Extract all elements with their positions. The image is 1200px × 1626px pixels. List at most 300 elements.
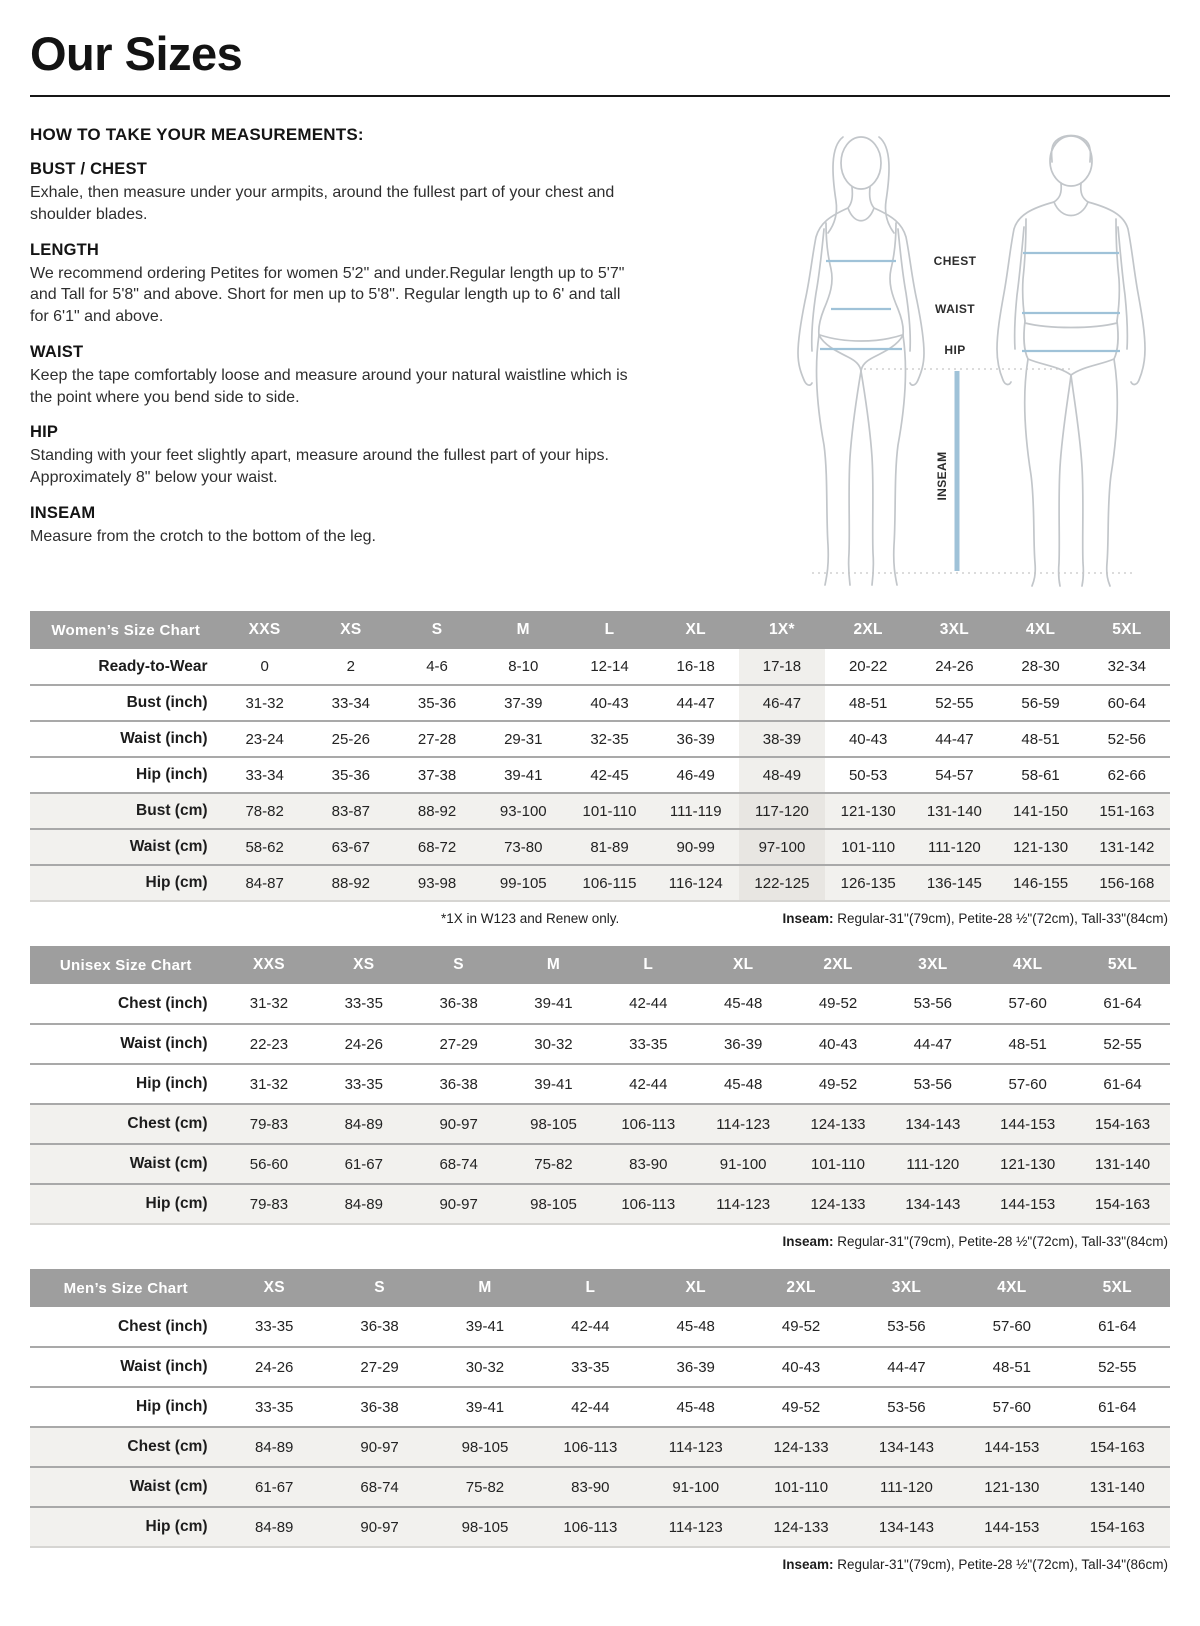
- row-label: Waist (cm): [129, 1155, 208, 1172]
- size-cell: 68-74: [439, 1155, 478, 1173]
- size-chart-section-1: [30, 946, 1170, 1249]
- size-cell: 53-56: [887, 1318, 926, 1335]
- size-col-header: XS: [316, 946, 411, 984]
- size-chart-header-row: [30, 611, 1170, 649]
- size-cell: 106-113: [621, 1115, 676, 1133]
- size-charts: [30, 611, 1170, 1572]
- size-col-header: 4XL: [997, 611, 1083, 649]
- size-cell: 98-105: [461, 1518, 509, 1536]
- size-cell: 40-43: [590, 694, 629, 712]
- size-cell: 52-56: [1107, 730, 1147, 748]
- size-cell: 12-14: [590, 658, 629, 675]
- size-cell: 30-32: [465, 1358, 505, 1376]
- size-cell: 57-60: [1008, 995, 1047, 1012]
- size-cell: 99-105: [499, 874, 547, 892]
- size-cell: 88-92: [331, 874, 371, 892]
- figure-illustration: [764, 123, 1170, 595]
- size-cell: 111-119: [669, 802, 722, 820]
- size-cell: 124-133: [810, 1195, 866, 1213]
- row-label: Chest (cm): [127, 1115, 208, 1132]
- size-col-header: 2XL: [748, 1269, 853, 1307]
- size-cell: 101-110: [774, 1478, 829, 1496]
- size-cell: 57-60: [992, 1318, 1032, 1335]
- size-col-header: 4XL: [980, 946, 1075, 984]
- size-cell: 122-125: [739, 865, 825, 901]
- table-row: [30, 1467, 1170, 1507]
- size-cell: 134-143: [878, 1438, 934, 1456]
- footnote-inseam-text: Regular-31"(79cm), Petite-28 ½"(72cm), Tall-33"(84cm): [833, 911, 1168, 926]
- size-cell: 146-155: [1013, 874, 1069, 892]
- table-footnote: [32, 1234, 1168, 1249]
- size-cell: 16-18: [676, 658, 715, 675]
- size-cell: 84-89: [255, 1438, 294, 1456]
- size-cell: 84-87: [245, 874, 284, 892]
- size-cell: 49-52: [818, 1075, 858, 1093]
- size-cell: 88-92: [417, 802, 457, 820]
- size-cell: 114-123: [668, 1518, 723, 1536]
- page-title: Our Sizes: [30, 27, 243, 80]
- size-cell: 98-105: [530, 1115, 577, 1133]
- footnote-inseam: [782, 1557, 1168, 1572]
- guide-section-body: Standing with your feet slightly apart, measure around the fullest part of your hips. Approximately 8" below your waist.: [30, 447, 609, 486]
- size-col-header: XXS: [222, 611, 308, 649]
- size-cell: 46-47: [739, 685, 825, 721]
- size-cell: 28-30: [1021, 658, 1060, 675]
- size-cell: 111-120: [927, 838, 981, 856]
- body-measurement-figure: [764, 123, 1170, 595]
- row-label: Waist (inch): [120, 1358, 208, 1375]
- size-cell: 134-143: [878, 1518, 934, 1536]
- size-cell: 33-35: [571, 1358, 610, 1376]
- size-cell: 68-74: [360, 1478, 399, 1496]
- size-col-header: S: [327, 1269, 432, 1307]
- size-cell: 62-66: [1107, 766, 1147, 784]
- size-col-header: M: [480, 611, 566, 649]
- size-col-header: L: [538, 1269, 643, 1307]
- size-cell: 33-34: [331, 694, 371, 712]
- size-cell: 39-41: [465, 1318, 505, 1335]
- footnote-inseam-label: Inseam:: [782, 1234, 834, 1249]
- row-label: Bust (inch): [126, 694, 208, 711]
- size-cell: 48-51: [848, 694, 888, 712]
- size-cell: 84-89: [344, 1115, 383, 1133]
- footnote-inseam-label: Inseam:: [782, 1557, 834, 1572]
- size-cell: 2: [346, 658, 356, 675]
- size-cell: 144-153: [1000, 1115, 1056, 1133]
- table-row: [30, 984, 1170, 1024]
- row-label: Hip (cm): [145, 1518, 208, 1535]
- size-cell: 58-61: [1021, 766, 1060, 784]
- size-cell: 106-115: [582, 874, 637, 892]
- size-cell: 42-45: [590, 766, 629, 784]
- size-cell: 75-82: [465, 1478, 505, 1496]
- size-cell: 131-140: [1095, 1155, 1151, 1173]
- guide-section-waist: [30, 343, 764, 409]
- size-cell: 61-64: [1098, 1318, 1137, 1335]
- size-cell: 79-83: [249, 1195, 289, 1213]
- size-cell: 36-39: [676, 1358, 715, 1376]
- size-col-header: M: [432, 1269, 537, 1307]
- size-cell: 98-105: [530, 1195, 577, 1213]
- size-cell: 45-48: [676, 1318, 715, 1335]
- size-cell: 52-55: [1098, 1358, 1137, 1376]
- size-cell: 33-34: [245, 766, 284, 784]
- size-cell: 114-123: [716, 1195, 771, 1213]
- footnote-inseam-label: Inseam:: [782, 911, 834, 926]
- size-chart-title: Women’s Size Chart: [30, 611, 222, 649]
- footnote-inseam-text: Regular-31"(79cm), Petite-28 ½"(72cm), Tall-33"(84cm): [833, 1234, 1168, 1249]
- size-cell: 36-38: [439, 1075, 478, 1093]
- size-cell: 44-47: [887, 1358, 926, 1376]
- size-cell: 53-56: [913, 1075, 953, 1093]
- table-row: [30, 1387, 1170, 1427]
- size-cell: 98-105: [461, 1438, 509, 1456]
- size-cell: 56-59: [1021, 694, 1060, 712]
- size-cell: 79-83: [249, 1115, 289, 1133]
- size-cell: 93-98: [417, 874, 457, 892]
- table-row: [30, 793, 1170, 829]
- size-cell: 23-24: [245, 730, 284, 748]
- size-cell: 144-153: [1000, 1195, 1056, 1213]
- size-cell: 106-113: [563, 1518, 618, 1536]
- measurement-instructions: [30, 123, 764, 548]
- size-cell: 101-110: [582, 802, 637, 820]
- row-label: Chest (inch): [117, 1317, 208, 1335]
- hip-label: HIP: [944, 343, 966, 357]
- guide-section-bust-chest: [30, 160, 764, 226]
- guide-section-inseam: [30, 504, 764, 548]
- size-cell: 116-124: [668, 874, 723, 892]
- size-cell: 156-168: [1099, 874, 1155, 892]
- size-cell: 57-60: [1008, 1075, 1047, 1093]
- size-col-header: XXS: [222, 946, 317, 984]
- size-cell: 33-35: [255, 1398, 294, 1416]
- size-cell: 31-32: [245, 694, 284, 712]
- table-row: [30, 1427, 1170, 1467]
- row-label: Hip (inch): [136, 766, 208, 783]
- size-cell: 8-10: [508, 658, 539, 675]
- size-chart-header-row: [30, 946, 1170, 984]
- size-chart-section-2: [30, 1269, 1170, 1572]
- guide-section-body: Exhale, then measure under your armpits, around the fullest part of your chest and shoulder blades.: [30, 184, 615, 223]
- size-col-header: XL: [643, 1269, 748, 1307]
- footnote-inseam-text: Regular-31"(79cm), Petite-28 ½"(72cm), Tall-34"(86cm): [833, 1557, 1168, 1572]
- size-cell: 124-133: [773, 1518, 829, 1536]
- size-col-header: L: [566, 611, 652, 649]
- size-cell: 73-80: [504, 838, 543, 856]
- size-cell: 154-163: [1095, 1115, 1151, 1133]
- size-col-header: XS: [222, 1269, 327, 1307]
- size-cell: 42-44: [571, 1318, 610, 1335]
- size-cell: 31-32: [249, 995, 289, 1012]
- size-cell: 40-43: [848, 730, 888, 748]
- table-row: [30, 865, 1170, 901]
- size-cell: 48-51: [992, 1358, 1032, 1376]
- size-cell: 78-82: [245, 802, 284, 820]
- size-cell: 24-26: [344, 1035, 383, 1053]
- size-cell: 56-60: [249, 1155, 289, 1173]
- size-cell: 37-38: [417, 766, 457, 784]
- size-cell: 38-39: [739, 721, 825, 757]
- size-cell: 101-110: [841, 838, 896, 856]
- guide-section-body: Keep the tape comfortably loose and measure around your natural waistline which is the point where you bend side to side.: [30, 366, 628, 406]
- size-chart-header-row: [30, 1269, 1170, 1307]
- measurement-guide-area: [30, 123, 1170, 595]
- size-cell: 48-51: [1021, 730, 1060, 748]
- size-cell: 106-113: [563, 1438, 618, 1456]
- size-cell: 0: [260, 658, 269, 675]
- footnote-inseam: [782, 1234, 1168, 1249]
- size-cell: 84-89: [344, 1195, 383, 1213]
- size-cell: 40-43: [781, 1358, 821, 1376]
- table-row: [30, 757, 1170, 793]
- guide-section-heading: INSEAM: [30, 503, 96, 522]
- row-label: Chest (cm): [127, 1438, 208, 1455]
- guide-section-body: Measure from the crotch to the bottom of the leg.: [30, 527, 376, 545]
- row-label: Hip (inch): [136, 1075, 208, 1092]
- table-footnote: [32, 1557, 1168, 1572]
- guide-section-heading: HIP: [30, 423, 59, 442]
- size-cell: 121-130: [1000, 1155, 1056, 1173]
- size-cell: 151-163: [1099, 802, 1155, 820]
- size-chart-table: [30, 946, 1170, 1225]
- size-cell: 154-163: [1095, 1195, 1151, 1213]
- size-cell: 117-120: [739, 793, 825, 829]
- size-col-header: 5XL: [1065, 1269, 1170, 1307]
- table-row: [30, 829, 1170, 865]
- size-cell: 44-47: [935, 730, 974, 748]
- size-cell: 53-56: [913, 995, 953, 1012]
- waist-label: WAIST: [935, 302, 975, 316]
- size-cell: 106-113: [621, 1195, 676, 1213]
- row-label: Bust (cm): [136, 802, 208, 819]
- size-col-header: XL: [696, 946, 791, 984]
- size-cell: 49-52: [818, 995, 858, 1012]
- size-cell: 101-110: [811, 1155, 865, 1173]
- footnote-note: *1X in W123 and Renew only.: [440, 911, 620, 926]
- size-cell: 52-55: [1103, 1035, 1142, 1053]
- size-cell: 91-100: [719, 1155, 767, 1173]
- size-cell: 36-39: [676, 730, 715, 748]
- size-cell: 136-145: [926, 874, 982, 892]
- table-row: [30, 1184, 1170, 1224]
- size-cell: 39-41: [465, 1398, 505, 1416]
- row-label: Waist (cm): [129, 838, 208, 855]
- size-cell: 134-143: [905, 1115, 961, 1133]
- guide-section-heading: WAIST: [30, 342, 84, 361]
- size-cell: 83-90: [571, 1478, 610, 1496]
- row-label: Waist (inch): [120, 730, 208, 747]
- guide-section-heading: BUST / CHEST: [30, 160, 147, 178]
- size-cell: 81-89: [590, 838, 629, 856]
- size-cell: 27-29: [360, 1358, 399, 1376]
- size-cell: 61-64: [1103, 995, 1142, 1012]
- size-cell: 40-43: [818, 1035, 858, 1053]
- size-cell: 48-51: [1008, 1035, 1047, 1053]
- row-label: Hip (cm): [145, 874, 208, 891]
- size-col-header: 2XL: [791, 946, 886, 984]
- size-cell: 22-23: [249, 1035, 289, 1053]
- size-cell: 32-35: [590, 730, 629, 748]
- size-cell: 83-87: [331, 802, 371, 820]
- size-col-header: L: [601, 946, 696, 984]
- size-cell: 114-123: [668, 1438, 723, 1456]
- size-cell: 124-133: [810, 1115, 866, 1133]
- size-cell: 84-89: [255, 1518, 294, 1536]
- table-row: [30, 1104, 1170, 1144]
- size-cell: 131-140: [926, 802, 982, 820]
- size-cell: 48-49: [739, 757, 825, 793]
- size-cell: 36-39: [723, 1035, 763, 1053]
- size-cell: 33-35: [344, 1075, 383, 1093]
- table-row: [30, 721, 1170, 757]
- size-cell: 58-62: [245, 838, 284, 856]
- size-cell: 141-150: [1013, 802, 1069, 820]
- size-cell: 90-97: [360, 1438, 399, 1456]
- size-cell: 121-130: [1013, 838, 1069, 856]
- size-guide-page: [0, 26, 1200, 1572]
- size-cell: 50-53: [848, 766, 888, 784]
- size-cell: 121-130: [984, 1478, 1040, 1496]
- size-cell: 39-41: [534, 995, 573, 1012]
- guide-section-heading: LENGTH: [30, 240, 100, 259]
- size-col-header: S: [394, 611, 480, 649]
- size-cell: 33-35: [629, 1035, 668, 1053]
- size-cell: 111-120: [880, 1478, 933, 1496]
- footnote-inseam: [782, 911, 1168, 926]
- table-row: [30, 1507, 1170, 1547]
- size-cell: 32-34: [1107, 658, 1147, 675]
- size-cell: 31-32: [249, 1075, 289, 1093]
- size-cell: 61-67: [344, 1155, 383, 1173]
- size-cell: 30-32: [534, 1035, 573, 1053]
- row-label: Hip (inch): [136, 1398, 208, 1415]
- size-cell: 27-29: [439, 1035, 478, 1053]
- size-cell: 97-100: [739, 829, 825, 865]
- guide-section-length: [30, 241, 764, 328]
- size-cell: 90-97: [360, 1518, 399, 1536]
- size-cell: 61-64: [1098, 1398, 1137, 1416]
- size-col-header: 5XL: [1075, 946, 1170, 984]
- size-cell: 44-47: [913, 1035, 953, 1053]
- size-cell: 134-143: [905, 1195, 961, 1213]
- row-label: Ready-to-Wear: [98, 657, 208, 675]
- size-cell: 61-64: [1103, 1075, 1142, 1093]
- table-row: [30, 649, 1170, 685]
- guide-section-hip: [30, 423, 764, 489]
- size-cell: 131-142: [1099, 838, 1155, 856]
- size-cell: 20-22: [848, 658, 888, 675]
- row-label: Chest (inch): [117, 994, 208, 1012]
- size-cell: 39-41: [504, 766, 543, 784]
- chest-label: CHEST: [933, 254, 977, 268]
- guide-section-body: We recommend ordering Petites for women 5'2" and under.Regular length up to 5'7" and Tall for 5'8" and above. Short for men up to 5'8". Regular length up to 6' and tall for 6'1" and above.: [30, 264, 625, 325]
- table-row: [30, 1064, 1170, 1104]
- size-chart-table: [30, 611, 1170, 902]
- size-cell: 46-49: [676, 766, 715, 784]
- size-cell: 39-41: [534, 1075, 573, 1093]
- size-cell: 29-31: [504, 730, 543, 748]
- size-cell: 90-97: [439, 1195, 478, 1213]
- size-cell: 126-135: [840, 874, 896, 892]
- size-cell: 53-56: [887, 1398, 926, 1416]
- size-cell: 25-26: [331, 730, 371, 748]
- size-cell: 90-99: [676, 838, 715, 856]
- table-row: [30, 1024, 1170, 1064]
- size-cell: 35-36: [331, 766, 371, 784]
- size-cell: 44-47: [676, 694, 715, 712]
- row-label: Waist (cm): [129, 1478, 208, 1495]
- title-divider: [30, 95, 1170, 97]
- size-cell: 111-120: [906, 1155, 960, 1173]
- size-cell: 154-163: [1089, 1438, 1145, 1456]
- size-cell: 45-48: [723, 1075, 763, 1093]
- size-cell: 61-67: [255, 1478, 294, 1496]
- size-col-header: 4XL: [959, 1269, 1064, 1307]
- table-row: [30, 1347, 1170, 1387]
- size-col-header: XS: [308, 611, 394, 649]
- size-col-header: 1X*: [739, 611, 825, 649]
- row-label: Hip (cm): [145, 1195, 208, 1212]
- size-cell: 27-28: [417, 730, 457, 748]
- inseam-label: INSEAM: [935, 451, 949, 501]
- table-row: [30, 1307, 1170, 1347]
- size-cell: 45-48: [676, 1398, 715, 1416]
- size-cell: 124-133: [773, 1438, 829, 1456]
- size-cell: 42-44: [571, 1398, 610, 1416]
- size-cell: 42-44: [629, 1075, 668, 1093]
- size-cell: 93-100: [499, 802, 547, 820]
- size-cell: 4-6: [426, 658, 448, 675]
- size-chart-title: Unisex Size Chart: [30, 946, 222, 984]
- size-cell: 75-82: [534, 1155, 573, 1173]
- size-cell: 154-163: [1089, 1518, 1145, 1536]
- size-cell: 63-67: [331, 838, 371, 856]
- size-chart-title: Men’s Size Chart: [30, 1269, 222, 1307]
- size-col-header: 5XL: [1084, 611, 1170, 649]
- size-cell: 45-48: [723, 995, 763, 1012]
- size-cell: 131-140: [1089, 1478, 1145, 1496]
- size-cell: 60-64: [1107, 694, 1147, 712]
- table-row: [30, 685, 1170, 721]
- size-cell: 33-35: [255, 1318, 294, 1335]
- size-col-header: S: [411, 946, 506, 984]
- size-cell: 54-57: [935, 766, 974, 784]
- size-cell: 68-72: [417, 838, 457, 856]
- size-cell: 90-97: [439, 1115, 478, 1133]
- size-cell: 17-18: [739, 649, 825, 685]
- size-col-header: XL: [653, 611, 739, 649]
- size-cell: 37-39: [504, 694, 543, 712]
- size-cell: 36-38: [439, 995, 478, 1012]
- size-cell: 35-36: [417, 694, 457, 712]
- size-cell: 42-44: [629, 995, 668, 1012]
- size-cell: 144-153: [984, 1518, 1040, 1536]
- row-label: Waist (inch): [120, 1035, 208, 1052]
- size-cell: 144-153: [984, 1438, 1040, 1456]
- size-col-header: 3XL: [854, 1269, 959, 1307]
- size-cell: 83-90: [629, 1155, 668, 1173]
- size-cell: 33-35: [344, 995, 383, 1012]
- size-chart-section-0: [30, 611, 1170, 926]
- table-row: [30, 1144, 1170, 1184]
- size-col-header: M: [506, 946, 601, 984]
- size-col-header: 2XL: [825, 611, 911, 649]
- size-cell: 36-38: [360, 1398, 399, 1416]
- size-cell: 49-52: [781, 1318, 821, 1335]
- size-col-header: 3XL: [911, 611, 997, 649]
- size-chart-table: [30, 1269, 1170, 1548]
